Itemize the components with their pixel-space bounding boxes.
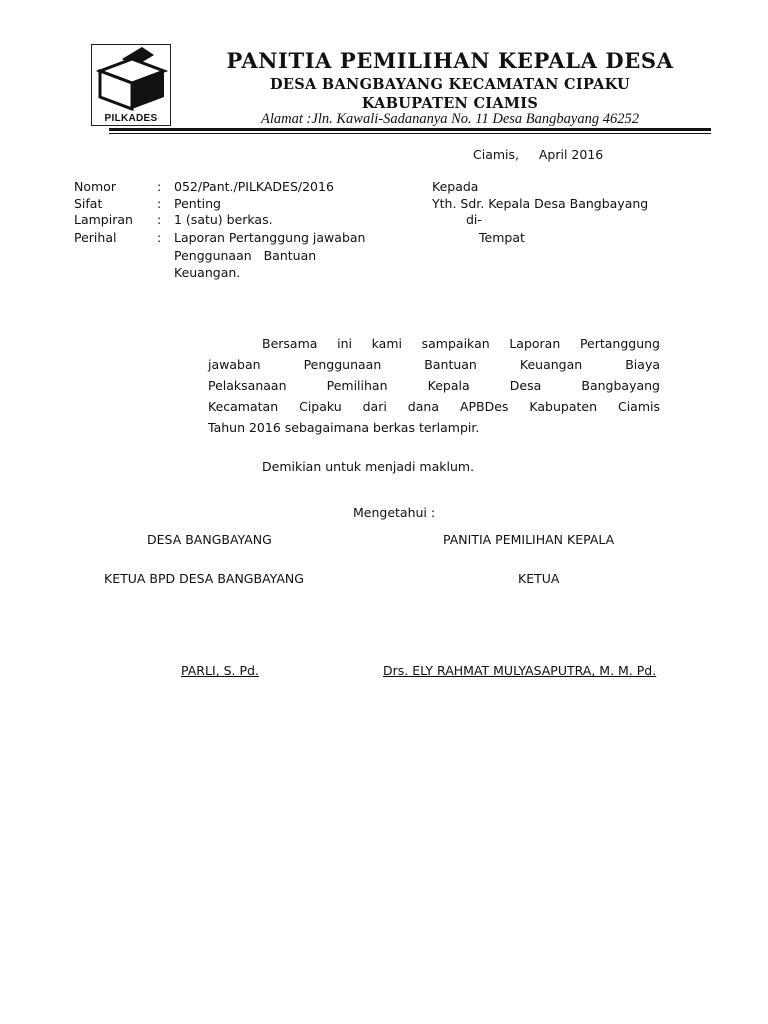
meta-sep: : [157,230,162,245]
logo-label: PILKADES [104,113,158,124]
letterhead-address: Alamat :Jln. Kawali-Sadananya No. 11 Desa Bangbayang 46252 [261,111,639,127]
closing-sentence: Demikian untuk menjadi maklum. [262,459,475,474]
pilkades-logo [91,44,171,126]
meta-sep: : [157,179,162,194]
right-signatory-role: KETUA [518,571,560,586]
recipient-tempat: Tempat [479,230,525,245]
letterhead-subtitle-village: DESA BANGBAYANG KECAMATAN CIPAKU [270,76,630,93]
body-line: Pelaksanaan Pemilihan Kepala Desa Bangbayang [208,378,660,393]
letter-date: Ciamis, April 2016 [473,147,604,162]
meta-label-lampiran: Lampiran [74,212,133,227]
meta-value-sifat: Penting [174,196,221,211]
body-line: Kecamatan Cipaku dari dana APBDes Kabupaten Ciamis [208,399,660,414]
body-paragraph [208,333,660,438]
meta-sep: : [157,196,162,211]
letterhead-subtitle-regency: KABUPATEN CIAMIS [361,95,539,112]
meta-sep: : [157,212,162,227]
acknowledged-label: Mengetahui : [353,505,436,520]
meta-value-perihal: Laporan Pertanggung jawaban [174,230,366,245]
meta-value-lampiran: 1 (satu) berkas. [174,212,273,227]
left-signatory-role: KETUA BPD DESA BANGBAYANG [104,571,304,586]
meta-value-perihal-line2: Penggunaan Bantuan [174,248,317,263]
recipient-yth: Yth. Sdr. Kepala Desa Bangbayang [432,196,649,211]
meta-value-perihal-line3: Keuangan. [174,265,241,280]
left-signatory-org: DESA BANGBAYANG [147,532,272,547]
left-signatory-name: PARLI, S. Pd. [181,663,259,678]
letterhead-divider-thick [109,128,711,131]
right-signatory-name: Drs. ELY RAHMAT MULYASAPUTRA, M. M. Pd. [383,663,657,678]
right-signatory-org: PANITIA PEMILIHAN KEPALA [443,532,615,547]
body-line: Tahun 2016 sebagaimana berkas terlampir. [208,420,480,435]
body-line: Bersama ini kami sampaikan Laporan Pertanggung [262,336,660,351]
meta-value-nomor: 052/Pant./PILKADES/2016 [174,179,334,194]
letterhead-title: PANITIA PEMILIHAN KEPALA DESA [226,48,674,73]
meta-label-perihal: Perihal [74,230,117,245]
meta-label-nomor: Nomor [74,179,116,194]
body-line: jawaban Penggunaan Bantuan Keuangan Biaya [208,357,660,372]
recipient-di: di- [466,212,482,227]
meta-label-sifat: Sifat [74,196,103,211]
recipient-kepada: Kepada [432,179,479,194]
letterhead-divider-thin [109,133,711,134]
